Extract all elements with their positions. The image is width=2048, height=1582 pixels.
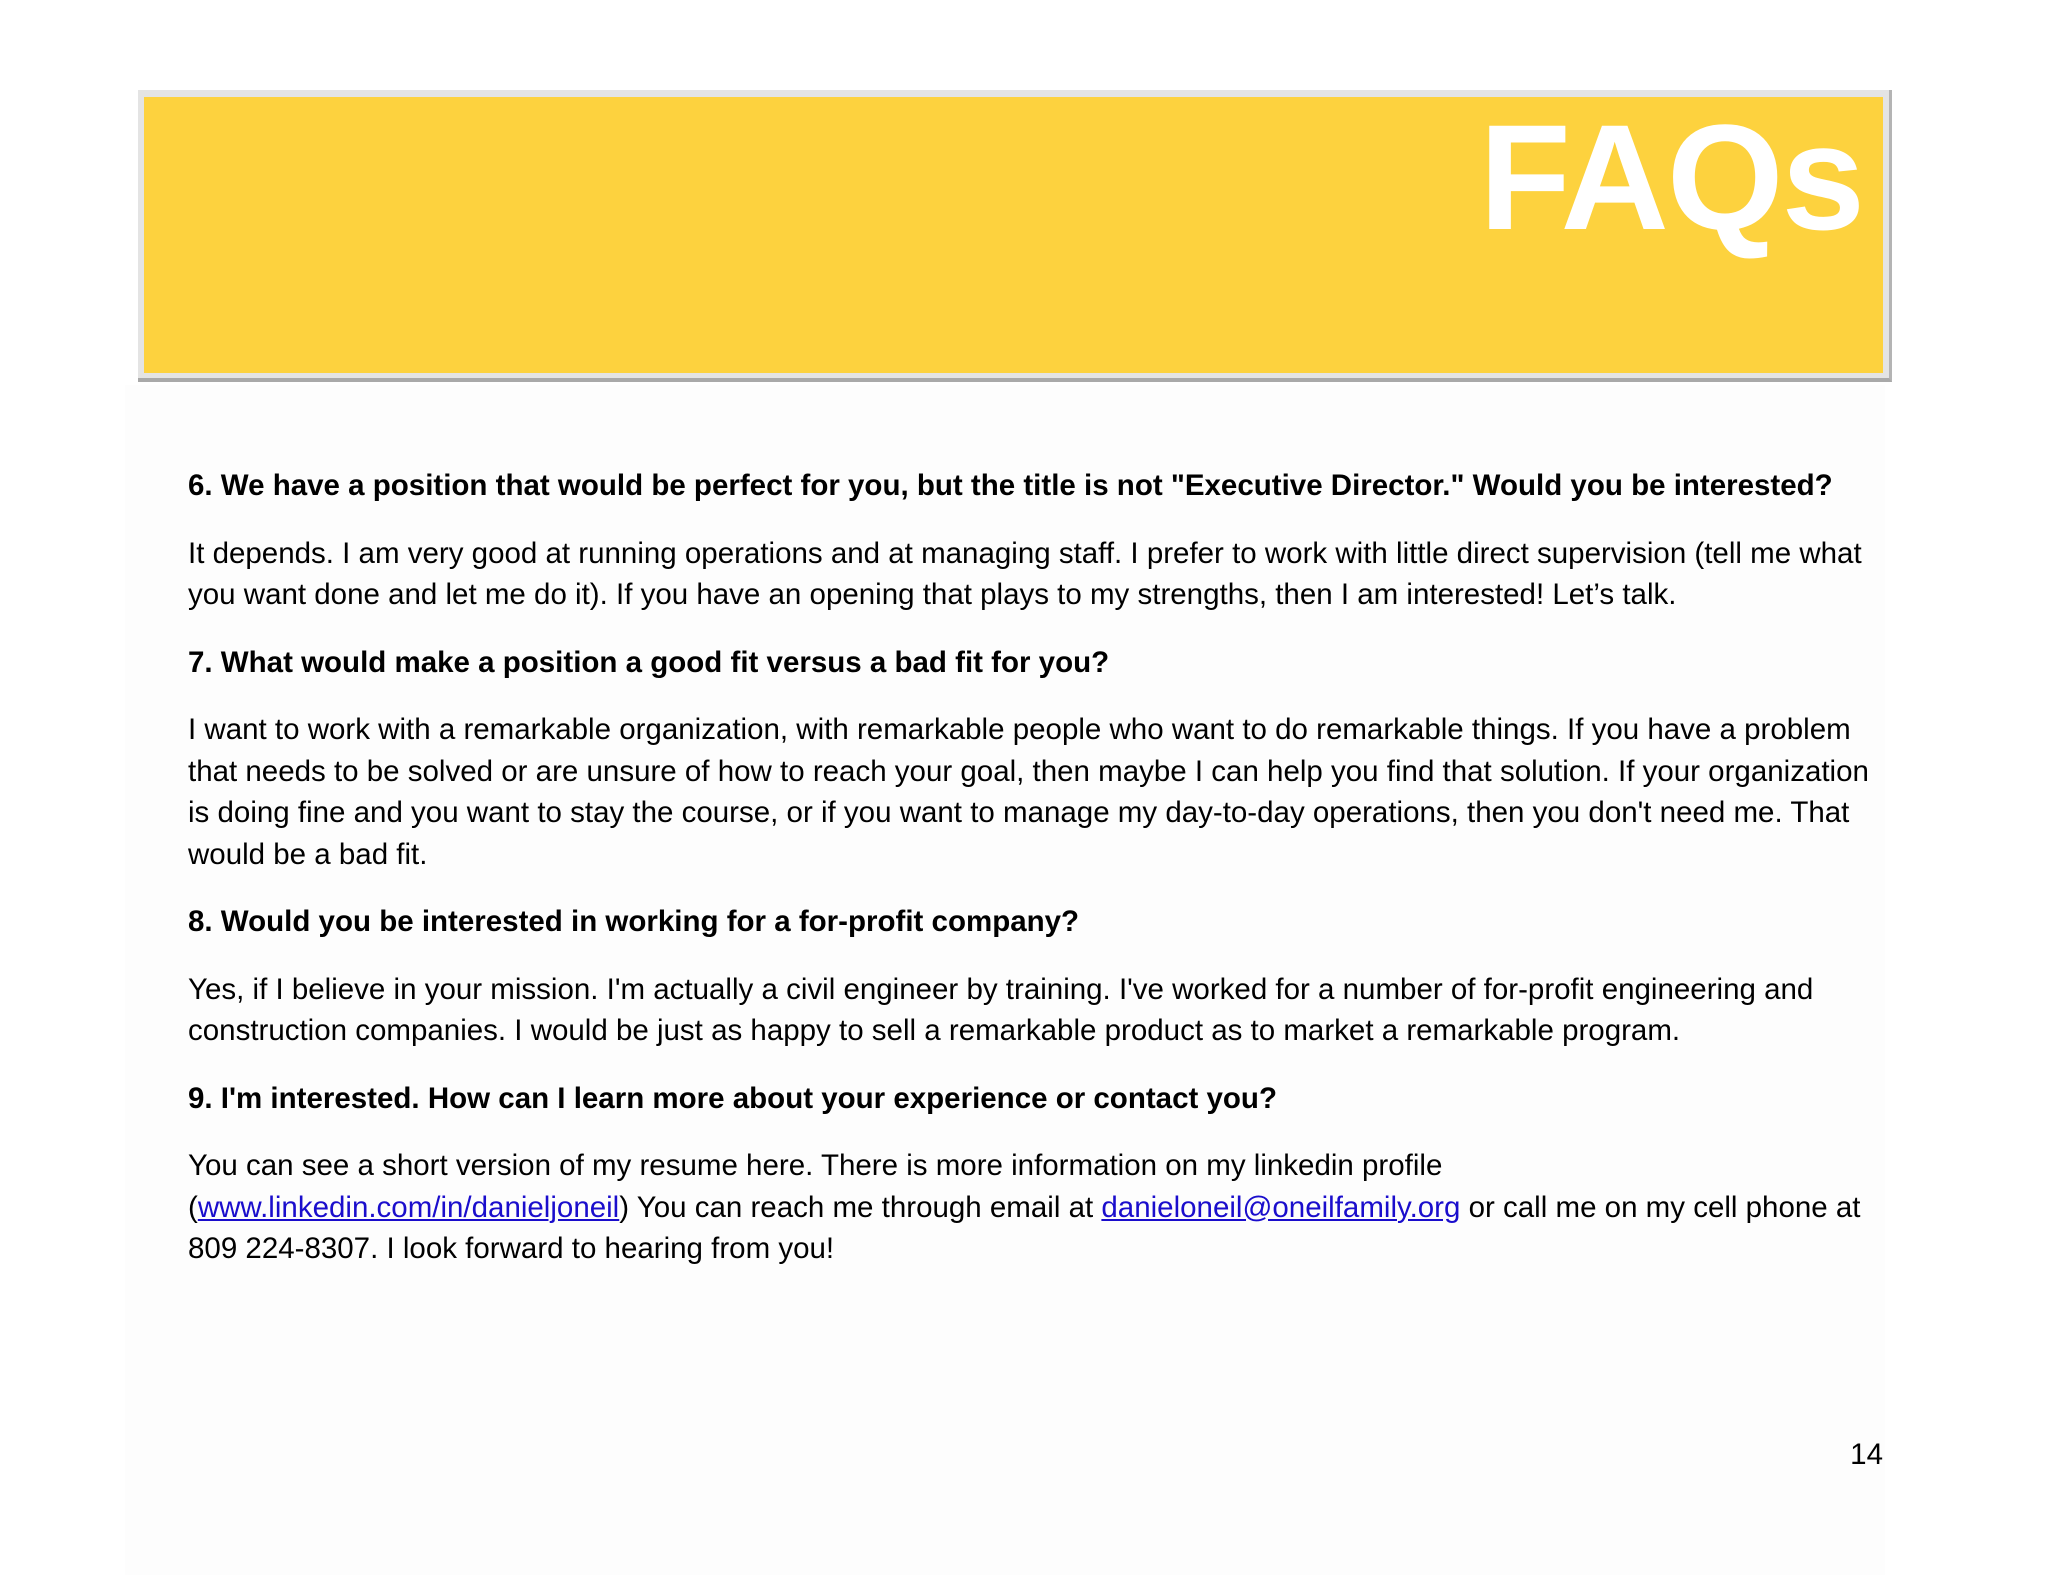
faq-answer-9-intro: You can see a short version of my resume here. There is more information on my linkedin profile ( [188, 1149, 1443, 1224]
faq-answer-9-middle: ) You can reach me through email at [619, 1190, 1102, 1224]
faq-answer-8: Yes, if I believe in your mission. I'm actually a civil engineer by training. I've worked for a number of for-profit engineering and construction companies. I would be just as happy to sell a remarkable product as to market a remarkable program. [188, 972, 1814, 1047]
faq-answer-7: I want to work with a remarkable organization, with remarkable people who want to do remarkable things. If you have a problem that needs to be solved or are unsure of how to reach your goal, then maybe I can help you find that solution. If your organization is doing fine and you want to stay the course, or if you want to manage my day-to-day operations, then you don't need me. That would be a bad fit. [188, 713, 1869, 871]
email-link[interactable]: danieloneil@oneilfamily.org [1101, 1190, 1461, 1224]
faq-question-6: 6. We have a position that would be perfect for you, but the title is not "Executive Director." Would you be interested? [188, 469, 1833, 502]
faq-question-9: 9. I'm interested. How can I learn more about your experience or contact you? [188, 1081, 1277, 1115]
faq-answer-9 [188, 1145, 1883, 1270]
linkedin-link[interactable]: www.linkedin.com/in/danieljoneil [197, 1190, 620, 1224]
faq-answer-9-outro: or call me on my cell phone at 809 224-8307. I look forward to hearing from you! [188, 1190, 1861, 1265]
faq-question-8: 8. Would you be interested in working for a for-profit company? [188, 905, 1080, 938]
page-number: 14 [1850, 1438, 1883, 1471]
faq-answer-6: It depends. I am very good at running operations and at managing staff. I prefer to work with little direct supervision (tell me what you want done and let me do it). If you have an opening that plays to my strengths, then I am interested! Let’s talk. [188, 536, 1862, 611]
faq-list [188, 465, 1883, 1296]
page-title: FAQs [1479, 93, 1863, 261]
faq-question-7: 7. What would make a position a good fit versus a bad fit for you? [188, 645, 1110, 679]
header-banner [144, 93, 1883, 373]
